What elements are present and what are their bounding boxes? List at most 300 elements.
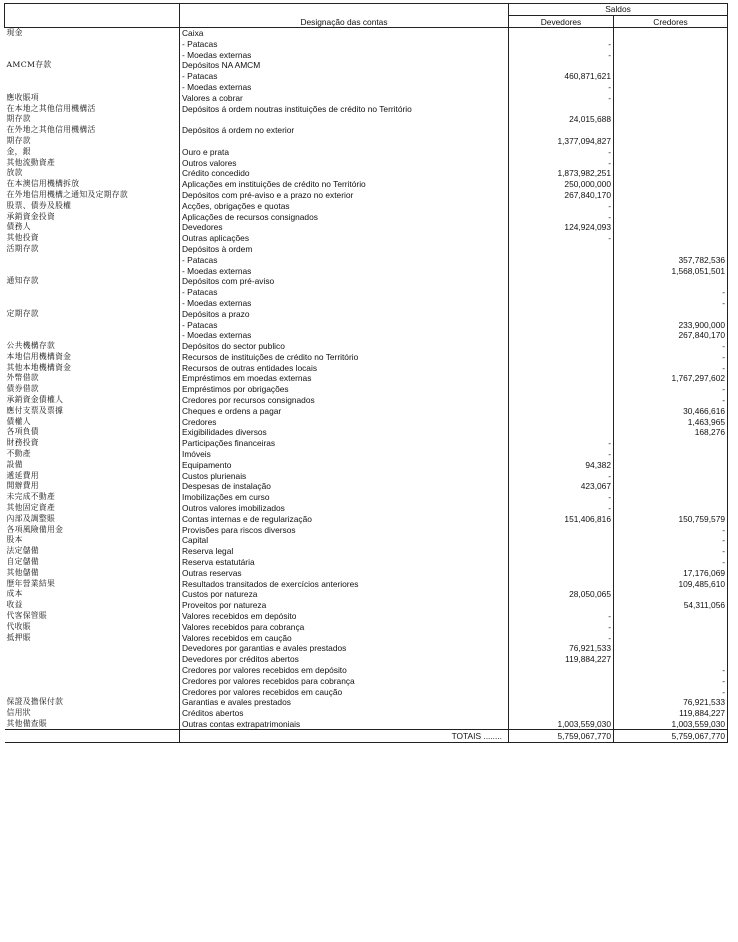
- account-designation: Garantias e avales prestados: [180, 697, 509, 708]
- devedores-value: 1,003,559,030: [509, 719, 614, 730]
- chinese-account-name: 通知存款: [6, 276, 39, 286]
- chinese-account-name: 各項風險備用金: [6, 524, 64, 534]
- devedores-value: 460,871,621: [509, 71, 614, 82]
- table-row: [5, 276, 728, 287]
- account-designation: Outras reservas: [180, 567, 509, 578]
- table-row: [5, 492, 728, 503]
- devedores-value: [509, 244, 614, 255]
- credores-value: 54,311,056: [614, 600, 728, 611]
- header-blank-cell: [180, 4, 509, 16]
- account-designation: Equipamento: [180, 459, 509, 470]
- table-row: [5, 665, 728, 676]
- account-designation: Depósitos NA AMCM: [180, 60, 509, 71]
- account-designation: Custos por natureza: [180, 589, 509, 600]
- chinese-account-name: 活期存款: [6, 243, 39, 253]
- table-row: [5, 654, 728, 665]
- table-row: [5, 449, 728, 460]
- chinese-account-name: [5, 71, 180, 82]
- devedores-value: [509, 405, 614, 416]
- credores-value: [614, 71, 728, 82]
- table-row: [5, 330, 728, 341]
- credores-value: [614, 157, 728, 168]
- chinese-account-name: 其他固定資產: [6, 503, 56, 513]
- credores-value: [614, 233, 728, 244]
- devedores-value: [509, 665, 614, 676]
- table-row: [5, 686, 728, 697]
- account-designation: - Patacas: [180, 287, 509, 298]
- table-row: [5, 222, 728, 233]
- credores-value: -: [614, 384, 728, 395]
- credores-value: [614, 492, 728, 503]
- table-row: [5, 384, 728, 395]
- chinese-account-name: 不動產: [6, 449, 31, 459]
- account-designation: Depósitos à ordem: [180, 244, 509, 255]
- chinese-account-name: 本地信用機構資金: [6, 351, 72, 361]
- devedores-header: Devedores: [509, 15, 614, 27]
- table-row: [5, 341, 728, 352]
- account-designation: Devedores por créditos abertos: [180, 654, 509, 665]
- credores-value: -: [614, 665, 728, 676]
- saldos-header: Saldos: [509, 4, 728, 16]
- chinese-account-name: 公共機構存款: [6, 341, 56, 351]
- chinese-account-name: [5, 298, 180, 309]
- table-row: [5, 589, 728, 600]
- credores-value: [614, 276, 728, 287]
- chinese-account-name: AMCM存款: [6, 60, 52, 70]
- devedores-value: 267,840,170: [509, 190, 614, 201]
- devedores-value: [509, 535, 614, 546]
- devedores-value: 1,873,982,251: [509, 168, 614, 179]
- devedores-value: 94,382: [509, 459, 614, 470]
- credores-value: 267,840,170: [614, 330, 728, 341]
- account-designation: Provisões para riscos diversos: [180, 524, 509, 535]
- credores-value: [614, 146, 728, 157]
- chinese-account-name: 債券借款: [6, 384, 39, 394]
- devedores-value: -: [509, 492, 614, 503]
- chinese-account-name: 在本地之其他信用機構活: [6, 103, 96, 113]
- account-designation: - Moedas externas: [180, 49, 509, 60]
- devedores-value: 250,000,000: [509, 179, 614, 190]
- chinese-account-name: 期存款: [6, 114, 31, 124]
- chinese-account-name: 未完成不動產: [6, 492, 56, 502]
- credores-value: [614, 125, 728, 136]
- chinese-account-name: 定期存款: [6, 308, 39, 318]
- table-row: [5, 513, 728, 524]
- account-designation: Credores: [180, 416, 509, 427]
- account-designation: Devedores: [180, 222, 509, 233]
- credores-value: [614, 438, 728, 449]
- chinese-account-name: 遞延費用: [6, 470, 39, 480]
- devedores-value: [509, 546, 614, 557]
- chinese-account-name: 自定儲備: [6, 557, 39, 567]
- devedores-value: [509, 395, 614, 406]
- chinese-account-name: 應收賬項: [6, 92, 39, 102]
- account-designation: Exigibilidades diversos: [180, 427, 509, 438]
- header-blank-cell: [5, 4, 180, 16]
- devedores-value: -: [509, 49, 614, 60]
- account-designation: - Patacas: [180, 319, 509, 330]
- devedores-value: 423,067: [509, 481, 614, 492]
- devedores-value: [509, 103, 614, 114]
- credores-value: [614, 481, 728, 492]
- devedores-value: [509, 557, 614, 568]
- chinese-account-name: [5, 82, 180, 93]
- table-row: [5, 254, 728, 265]
- credores-value: -: [614, 362, 728, 373]
- devedores-value: -: [509, 611, 614, 622]
- credores-value: [614, 27, 728, 38]
- credores-value: 357,782,536: [614, 254, 728, 265]
- devedores-value: -: [509, 157, 614, 168]
- devedores-value: -: [509, 211, 614, 222]
- credores-value: [614, 38, 728, 49]
- table-row: [5, 298, 728, 309]
- table-row: [5, 557, 728, 568]
- account-designation: Depósitos do sector publico: [180, 341, 509, 352]
- chinese-account-name: 現金: [6, 27, 23, 37]
- devedores-value: -: [509, 449, 614, 460]
- credores-value: -: [614, 535, 728, 546]
- table-row: [5, 611, 728, 622]
- chinese-account-name: 代收賬: [6, 621, 31, 631]
- account-designation: Proveitos por natureza: [180, 600, 509, 611]
- devedores-value: 119,884,227: [509, 654, 614, 665]
- account-designation: [180, 114, 509, 125]
- chinese-account-name: 法定儲備: [6, 546, 39, 556]
- table-row: [5, 395, 728, 406]
- credores-value: -: [614, 287, 728, 298]
- credores-value: [614, 503, 728, 514]
- chinese-account-name: 債權人: [6, 416, 31, 426]
- table-row: [5, 190, 728, 201]
- totals-blank-cell: [5, 730, 180, 743]
- account-designation: Acções, obrigações e quotas: [180, 200, 509, 211]
- devedores-value: -: [509, 82, 614, 93]
- devedores-value: [509, 600, 614, 611]
- devedores-value: -: [509, 146, 614, 157]
- totals-credores: 5,759,067,770: [614, 730, 728, 743]
- chinese-account-name: 承銷資金債權人: [6, 395, 64, 405]
- table-row: [5, 438, 728, 449]
- account-designation: Depósitos a prazo: [180, 308, 509, 319]
- devedores-value: [509, 330, 614, 341]
- table-row: [5, 621, 728, 632]
- chinese-account-name: 股票、債券及股權: [6, 200, 72, 210]
- chinese-account-name: 收益: [6, 600, 23, 610]
- account-designation: Depósitos com pré-aviso: [180, 276, 509, 287]
- chinese-account-name: [5, 654, 180, 665]
- account-designation: Outros valores: [180, 157, 509, 168]
- chinese-account-name: 在外地信用機構之通知及定期存款: [6, 189, 128, 199]
- table-row: [5, 179, 728, 190]
- credores-value: [614, 190, 728, 201]
- table-row: [5, 459, 728, 470]
- credores-value: [614, 632, 728, 643]
- credores-value: [614, 621, 728, 632]
- credores-value: 119,884,227: [614, 708, 728, 719]
- chinese-account-name: 應付支票及票據: [6, 405, 64, 415]
- devedores-value: [509, 254, 614, 265]
- chinese-account-name: [5, 686, 180, 697]
- totals-devedores: 5,759,067,770: [509, 730, 614, 743]
- credores-value: 168,276: [614, 427, 728, 438]
- chinese-account-name: 各項負債: [6, 427, 39, 437]
- account-designation: - Moedas externas: [180, 82, 509, 93]
- credores-value: [614, 459, 728, 470]
- chinese-account-name: [5, 38, 180, 49]
- devedores-value: -: [509, 470, 614, 481]
- credores-value: [614, 103, 728, 114]
- credores-value: [614, 136, 728, 147]
- table-row: [5, 114, 728, 125]
- devedores-value: 76,921,533: [509, 643, 614, 654]
- credores-value: 109,485,610: [614, 578, 728, 589]
- credores-value: 30,466,616: [614, 405, 728, 416]
- chinese-account-name: 代客保管賬: [6, 611, 47, 621]
- totals-label: TOTAIS ........: [180, 730, 509, 743]
- devedores-value: -: [509, 38, 614, 49]
- account-designation: Valores recebidos em depósito: [180, 611, 509, 622]
- devedores-value: [509, 524, 614, 535]
- credores-value: 17,176,069: [614, 567, 728, 578]
- table-row: [5, 697, 728, 708]
- table-row: [5, 92, 728, 103]
- account-designation: Imóveis: [180, 449, 509, 460]
- credores-value: [614, 168, 728, 179]
- chinese-account-name: 其他儲備: [6, 567, 39, 577]
- credores-value: [614, 114, 728, 125]
- table-row: [5, 600, 728, 611]
- devedores-value: [509, 125, 614, 136]
- table-row: [5, 265, 728, 276]
- chinese-account-name: 財務投資: [6, 438, 39, 448]
- table-row: [5, 146, 728, 157]
- chinese-account-name: [5, 330, 180, 341]
- account-designation: Depósitos á ordem noutras instituições de crédito no Território: [180, 103, 509, 114]
- table-row: [5, 38, 728, 49]
- accounts-body: [5, 27, 728, 730]
- devedores-value: -: [509, 438, 614, 449]
- devedores-value: 151,406,816: [509, 513, 614, 524]
- chinese-account-name: 在外地之其他信用機構活: [6, 125, 96, 135]
- chinese-account-name: 外幣借款: [6, 373, 39, 383]
- credores-value: 1,003,559,030: [614, 719, 728, 730]
- devedores-value: [509, 308, 614, 319]
- devedores-value: [509, 427, 614, 438]
- credores-value: [614, 643, 728, 654]
- chinese-account-name: 信用狀: [6, 708, 31, 718]
- devedores-value: [509, 27, 614, 38]
- devedores-value: [509, 578, 614, 589]
- table-row: [5, 233, 728, 244]
- credores-value: 1,568,051,501: [614, 265, 728, 276]
- account-designation: - Patacas: [180, 38, 509, 49]
- credores-value: 150,759,579: [614, 513, 728, 524]
- table-row: [5, 200, 728, 211]
- devedores-value: [509, 60, 614, 71]
- devedores-value: 28,050,065: [509, 589, 614, 600]
- devedores-value: [509, 362, 614, 373]
- chinese-account-name: [5, 643, 180, 654]
- account-designation: Outras contas extrapatrimoniais: [180, 719, 509, 730]
- account-designation: Ouro e prata: [180, 146, 509, 157]
- account-designation: Outros valores imobilizados: [180, 503, 509, 514]
- credores-value: [614, 611, 728, 622]
- table-row: [5, 578, 728, 589]
- account-designation: Credores por valores recebidos em depósito: [180, 665, 509, 676]
- credores-value: [614, 60, 728, 71]
- chinese-account-name: 抵押賬: [6, 632, 31, 642]
- balance-sheet: [4, 3, 727, 743]
- account-designation: - Patacas: [180, 254, 509, 265]
- credores-value: [614, 222, 728, 233]
- account-designation: Capital: [180, 535, 509, 546]
- account-designation: - Moedas externas: [180, 265, 509, 276]
- chinese-account-name: [5, 319, 180, 330]
- table-row: [5, 60, 728, 71]
- credores-value: [614, 211, 728, 222]
- chinese-account-name: 開辦費用: [6, 481, 39, 491]
- account-designation: Imobilizações em curso: [180, 492, 509, 503]
- chinese-account-name: 股本: [6, 535, 23, 545]
- chinese-account-name: [5, 265, 180, 276]
- credores-value: [614, 589, 728, 600]
- table-row: [5, 362, 728, 373]
- devedores-value: -: [509, 503, 614, 514]
- credores-value: [614, 92, 728, 103]
- account-designation: [180, 136, 509, 147]
- account-designation: Valores recebidos para cobrança: [180, 621, 509, 632]
- header-blank-cell: [5, 15, 180, 27]
- devedores-value: [509, 708, 614, 719]
- credores-value: [614, 308, 728, 319]
- totals-row: [5, 730, 728, 743]
- account-designation: Credores por valores recebidos em caução: [180, 686, 509, 697]
- header-row-top: [5, 4, 728, 16]
- table-row: [5, 470, 728, 481]
- credores-value: 1,767,297,602: [614, 373, 728, 384]
- table-row: [5, 524, 728, 535]
- account-designation: Empréstimos por obrigações: [180, 384, 509, 395]
- devedores-value: -: [509, 632, 614, 643]
- devedores-value: 24,015,688: [509, 114, 614, 125]
- credores-value: -: [614, 341, 728, 352]
- table-row: [5, 27, 728, 38]
- credores-header: Credores: [614, 15, 728, 27]
- account-designation: Crédito concedido: [180, 168, 509, 179]
- account-designation: Valores recebidos em caução: [180, 632, 509, 643]
- account-designation: Cheques e ordens a pagar: [180, 405, 509, 416]
- chinese-account-name: 其他流動資產: [6, 157, 56, 167]
- credores-value: -: [614, 546, 728, 557]
- chinese-account-name: 承銷資金投資: [6, 211, 56, 221]
- devedores-value: [509, 276, 614, 287]
- chinese-account-name: 其他本地機構資金: [6, 362, 72, 372]
- chinese-account-name: [5, 49, 180, 60]
- account-designation: Reserva legal: [180, 546, 509, 557]
- account-designation: - Patacas: [180, 71, 509, 82]
- table-row: [5, 71, 728, 82]
- credores-value: [614, 49, 728, 60]
- account-designation: Depósitos á ordem no exterior: [180, 125, 509, 136]
- chinese-account-name: 設備: [6, 459, 23, 469]
- table-row: [5, 416, 728, 427]
- chinese-account-name: 內部及調整賬: [6, 513, 56, 523]
- account-designation: Reserva estatutária: [180, 557, 509, 568]
- devedores-value: [509, 373, 614, 384]
- credores-value: [614, 200, 728, 211]
- account-designation: Valores a cobrar: [180, 92, 509, 103]
- account-designation: Recursos de instituições de crédito no Território: [180, 352, 509, 363]
- table-row: [5, 503, 728, 514]
- account-designation: Aplicações em instituições de crédito no Território: [180, 179, 509, 190]
- header-row-bottom: [5, 15, 728, 27]
- designacao-header: Designação das contas: [180, 15, 509, 27]
- credores-value: -: [614, 352, 728, 363]
- account-designation: Recursos de outras entidades locais: [180, 362, 509, 373]
- table-row: [5, 567, 728, 578]
- devedores-value: -: [509, 200, 614, 211]
- table-row: [5, 675, 728, 686]
- table-row: [5, 481, 728, 492]
- devedores-value: -: [509, 233, 614, 244]
- accounts-table: [4, 3, 728, 743]
- credores-value: -: [614, 395, 728, 406]
- table-row: [5, 546, 728, 557]
- table-row: [5, 287, 728, 298]
- table-row: [5, 157, 728, 168]
- devedores-value: [509, 686, 614, 697]
- table-row: [5, 632, 728, 643]
- chinese-account-name: 成本: [6, 589, 23, 599]
- credores-value: [614, 82, 728, 93]
- table-row: [5, 643, 728, 654]
- devedores-value: [509, 319, 614, 330]
- table-row: [5, 103, 728, 114]
- credores-value: 76,921,533: [614, 697, 728, 708]
- devedores-value: [509, 697, 614, 708]
- table-row: [5, 427, 728, 438]
- devedores-value: -: [509, 621, 614, 632]
- table-row: [5, 168, 728, 179]
- table-row: [5, 319, 728, 330]
- table-row: [5, 373, 728, 384]
- account-designation: Aplicações de recursos consignados: [180, 211, 509, 222]
- table-row: [5, 708, 728, 719]
- chinese-account-name: [5, 665, 180, 676]
- credores-value: -: [614, 524, 728, 535]
- credores-value: 1,463,965: [614, 416, 728, 427]
- credores-value: -: [614, 557, 728, 568]
- chinese-account-name: 金，銀: [6, 146, 31, 156]
- chinese-account-name: 債務人: [6, 222, 31, 232]
- credores-value: -: [614, 686, 728, 697]
- account-designation: Contas internas e de regularização: [180, 513, 509, 524]
- account-designation: Despesas de instalação: [180, 481, 509, 492]
- chinese-account-name: [5, 675, 180, 686]
- devedores-value: [509, 416, 614, 427]
- table-row: [5, 136, 728, 147]
- account-designation: - Moedas externas: [180, 298, 509, 309]
- account-designation: Devedores por garantias e avales prestados: [180, 643, 509, 654]
- table-row: [5, 244, 728, 255]
- table-row: [5, 719, 728, 730]
- account-designation: Outras aplicações: [180, 233, 509, 244]
- devedores-value: [509, 675, 614, 686]
- devedores-value: [509, 567, 614, 578]
- chinese-account-name: 其他備查賬: [5, 719, 180, 730]
- chinese-account-name: 保證及擔保付款: [6, 697, 64, 707]
